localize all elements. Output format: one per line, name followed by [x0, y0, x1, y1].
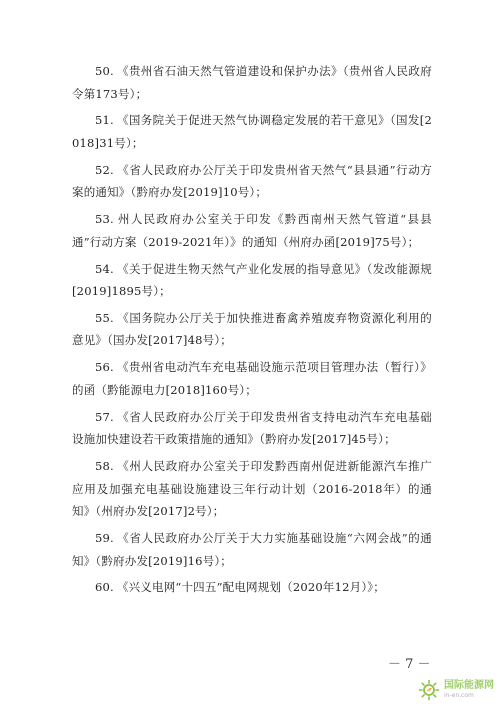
list-item [72, 60, 432, 105]
item-number: 50. [95, 64, 114, 78]
item-text: 《贵州省电动汽车充电基础设施示范项目管理办法（暂行）》的函（黔能源电力[2018]160号）； [72, 360, 432, 397]
watermark-url: in-en.com [444, 692, 474, 699]
item-number: 53. [95, 212, 114, 227]
list-item [72, 258, 432, 303]
item-number: 52. [95, 162, 114, 177]
item-number: 56. [95, 360, 114, 375]
item-number: 60. [95, 580, 114, 595]
item-text: 州人民政府办公室关于印发《黔西南州天然气管道“县县通”行动方案（2019-2021年）》的通知（州府办函[2019]75号）； [72, 212, 432, 249]
item-text: 《省人民政府办公厅关于印发贵州省支持电动汽车充电基础设施加快建设若干政策措施的通知》（黔府办发[2017]45号）； [72, 409, 432, 447]
sun-logo-icon [418, 679, 440, 701]
item-text: 《省人民政府办公厅关于大力实施基础设施“六网会战”的通知》（黔府办发[2019]16号）； [72, 531, 432, 568]
reference-list [72, 60, 432, 603]
item-text: 《贵州省石油天然气管道建设和保护办法》（贵州省人民政府令第173号）； [72, 64, 432, 101]
item-number: 54. [95, 261, 114, 276]
item-text: 《兴义电网“十四五”配电网规划（2020年12月）》； [116, 580, 385, 595]
list-item [72, 307, 432, 352]
watermark-text [444, 681, 494, 699]
item-text: 《省人民政府办公厅关于印发贵州省天然气“县县通”行动方案的通知》（黔府办发[2019]10号）； [72, 162, 432, 200]
list-item [72, 356, 432, 401]
list-item [72, 159, 432, 204]
list-item [72, 109, 432, 154]
list-item [72, 527, 432, 572]
item-number: 55. [95, 310, 114, 325]
page-number: － 7 － [388, 657, 431, 672]
item-text: 《国务院关于促进天然气协调稳定发展的若干意见》（国发[2018]31号）； [72, 113, 432, 150]
item-number: 58. [95, 459, 114, 474]
item-text: 《州人民政府办公室关于印发黔西南州促进新能源汽车推广应用及加强充电基础设施建设三年行动计划（2016-2018年）的通知》（州府办发[2017]2号）； [72, 459, 432, 519]
list-item [72, 576, 432, 599]
list-item [72, 406, 432, 451]
item-text: 《关于促进生物天然气产业化发展的指导意见》（发改能源规[2019]1895号）； [72, 261, 432, 299]
watermark-logo [418, 677, 496, 703]
watermark-brand: 国际能源网 [444, 680, 494, 691]
item-text: 《国务院办公厅关于加快推进畜禽养殖废弃物资源化利用的意见》（国办发[2017]48号）； [72, 310, 432, 348]
item-number: 57. [95, 409, 114, 424]
list-item [72, 455, 432, 523]
list-item [72, 208, 432, 253]
item-number: 59. [95, 531, 114, 546]
item-number: 51. [95, 113, 114, 128]
